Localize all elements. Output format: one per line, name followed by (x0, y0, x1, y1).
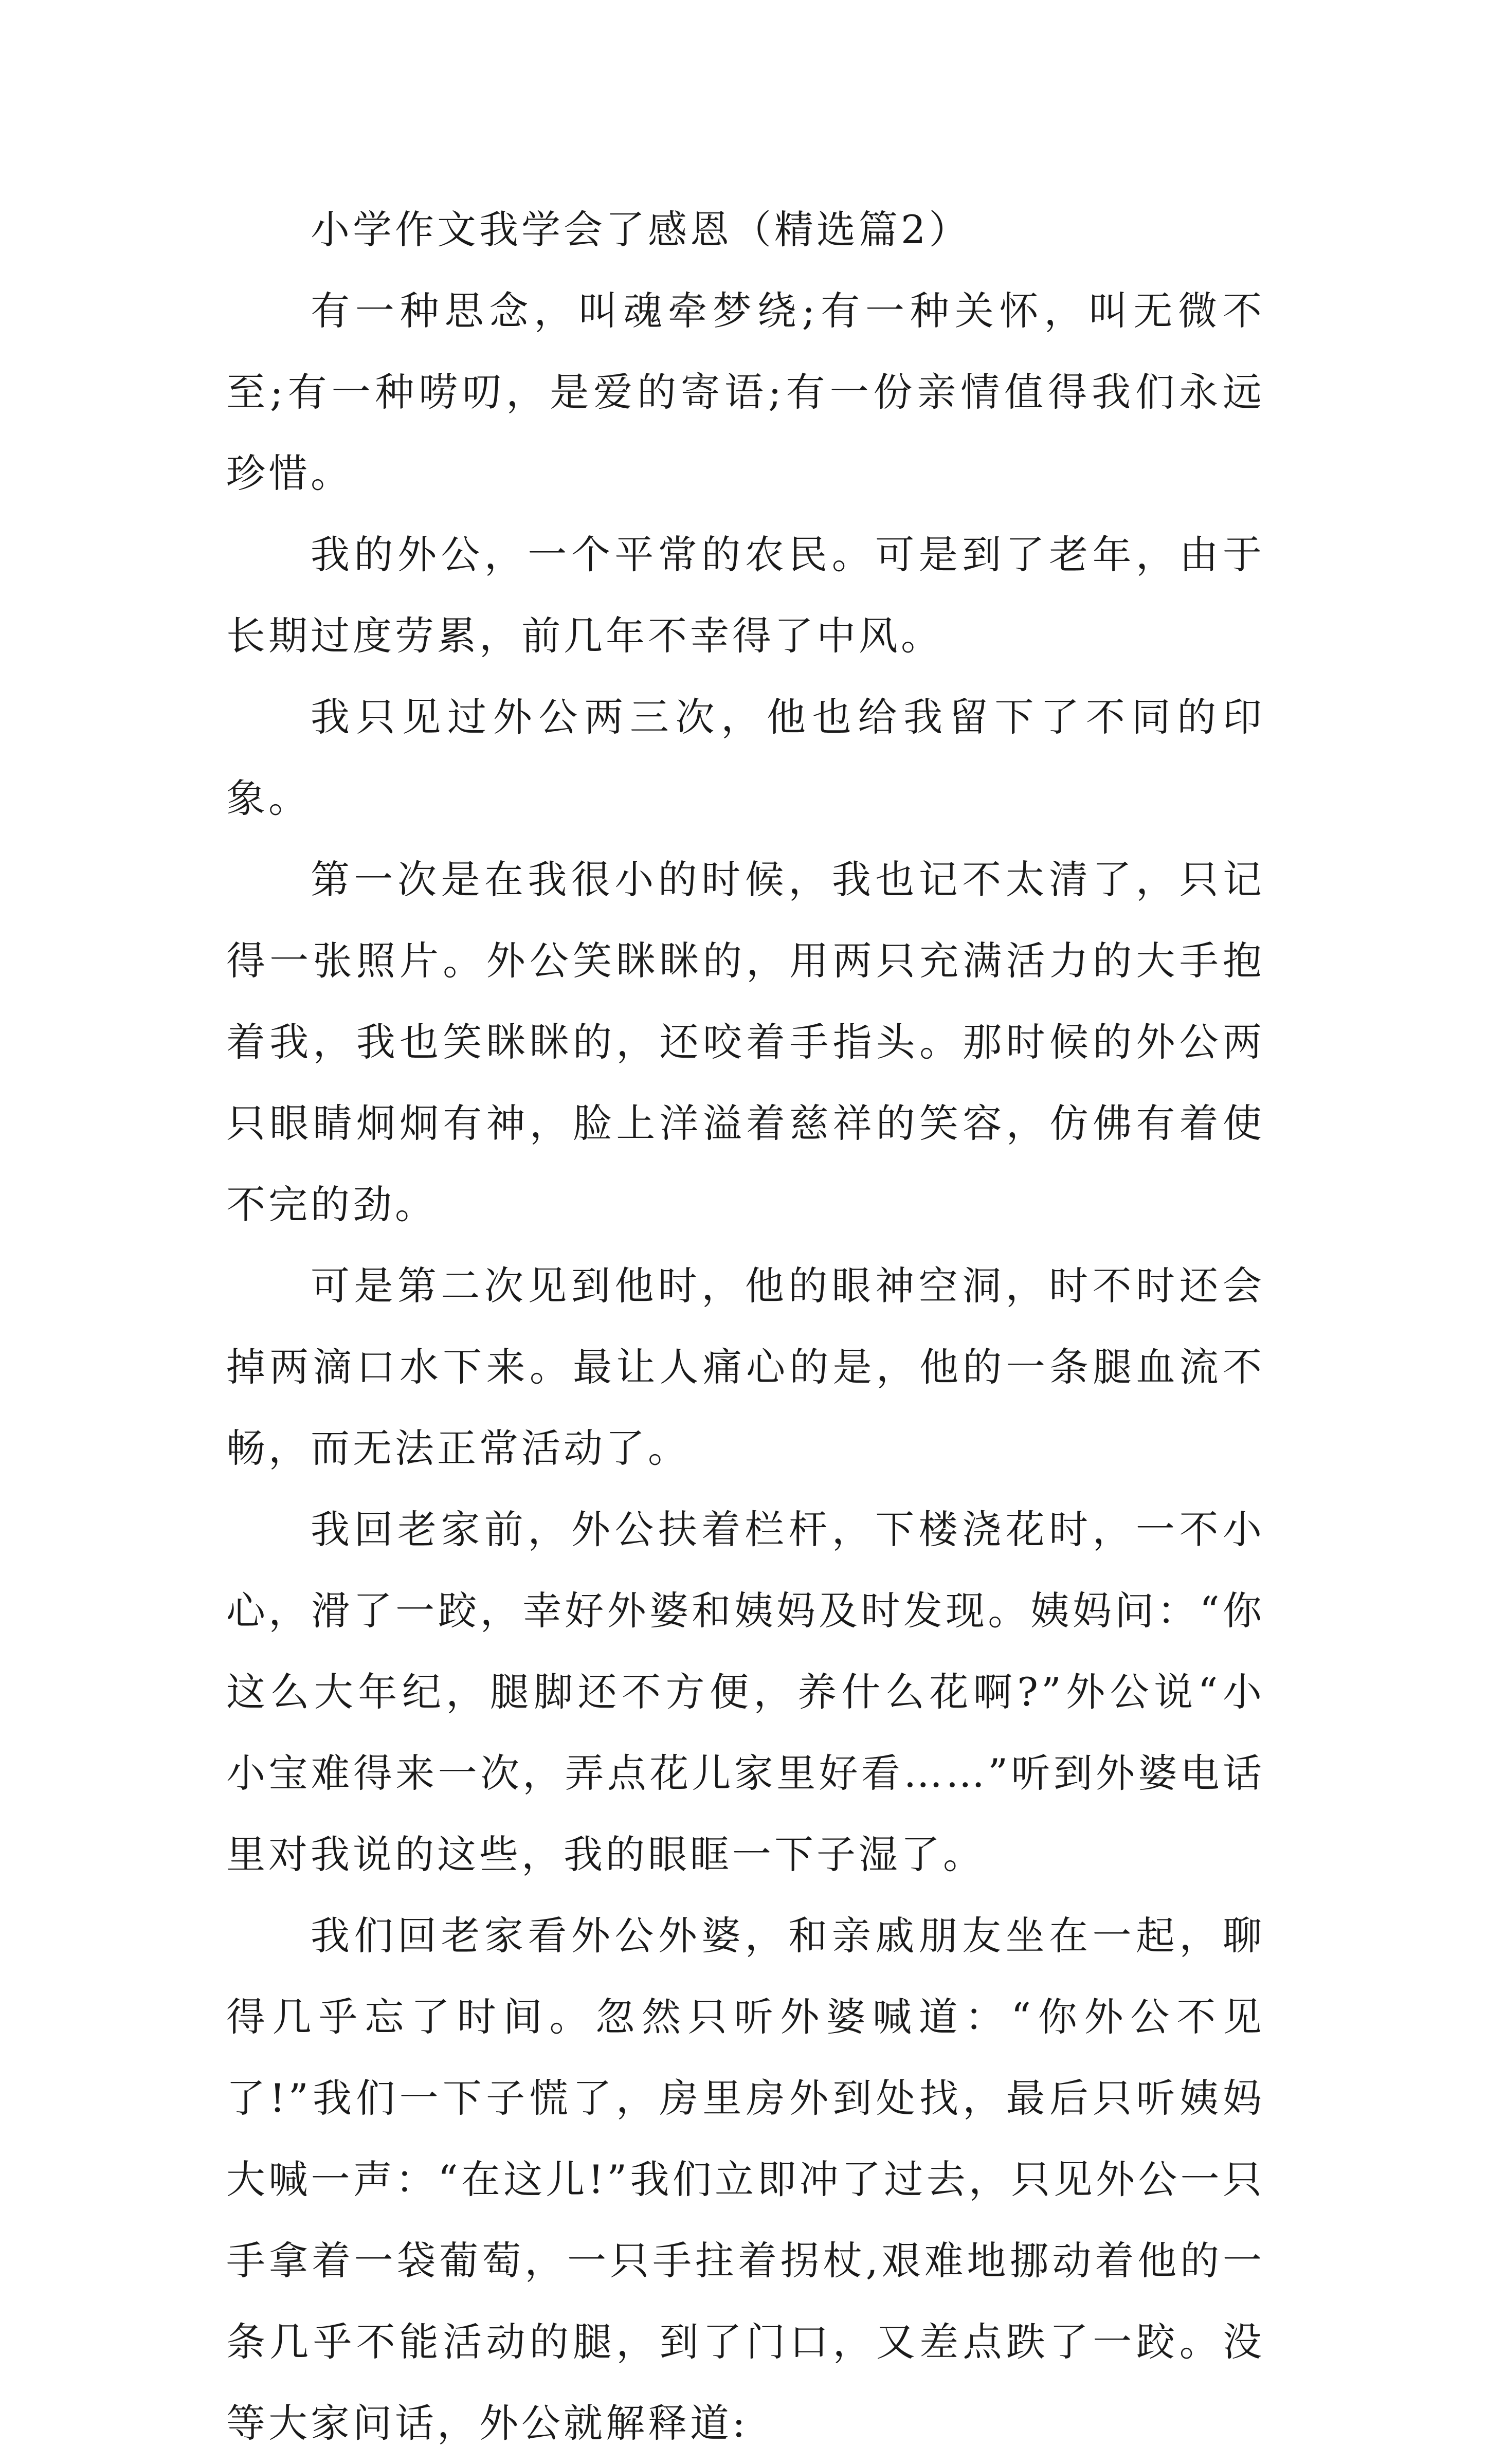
paragraph-4: 第一次是在我很小的时候，我也记不太清了，只记得一张照片。外公笑眯眯的，用两只充满活力的大手抱着我，我也笑眯眯的，还咬着手指头。那时候的外公两只眼睛炯炯有神，脸上洋溢着慈祥的笑容，仿佛有着使不完的劲。 (226, 857, 1265, 1227)
paragraph-2: 我的外公，一个平常的农民。可是到了老年，由于长期过度劳累，前几年不幸得了中风。 (226, 532, 1265, 659)
paragraph-7: 我们回老家看外公外婆，和亲戚朋友坐在一起，聊得几乎忘了时间。忽然只听外婆喊道：“你外公不见了!”我们一下子慌了，房里房外到处找，最后只听姨妈大喊一声：“在这儿!”我们立即冲了过去，只见外公一只手拿着一袋葡萄，一只手拄着拐杖,艰难地挪动着他的一条几乎不能活动的腿，到了门口，又差点跌了一跤。没等大家问话，外公就解释道: (226, 1913, 1265, 2446)
paragraph-1: 有一种思念，叫魂牵梦绕;有一种关怀，叫无微不至;有一种唠叨，是爱的寄语;有一份亲情值得我们永远珍惜。 (226, 288, 1265, 496)
article-body (226, 189, 1265, 2464)
article-title: 小学作文我学会了感恩（精选篇2） (311, 207, 971, 252)
paragraph-5: 可是第二次见到他时，他的眼神空洞，时不时还会掉两滴口水下来。最让人痛心的是，他的一条腿血流不畅，而无法正常活动了。 (226, 1263, 1265, 1471)
paragraph-6: 我回老家前，外公扶着栏杆，下楼浇花时，一不小心，滑了一跤，幸好外婆和姨妈及时发现。姨妈问：“你这么大年纪，腿脚还不方便，养什么花啊?”外公说“小小宝难得来一次，弄点花儿家里好看……”听到外婆电话里对我说的这些，我的眼眶一下子湿了。 (226, 1507, 1265, 1877)
paragraph-3: 我只见过外公两三次，他也给我留下了不同的印象。 (226, 694, 1265, 821)
